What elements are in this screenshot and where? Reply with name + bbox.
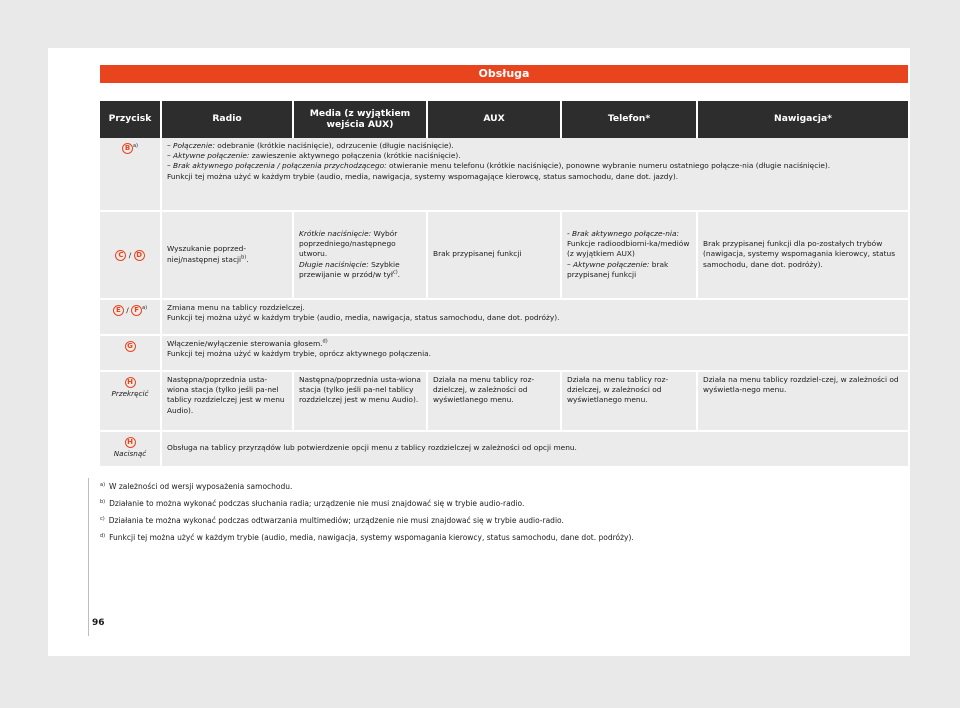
footnote — [100, 478, 908, 495]
description-cell — [162, 300, 908, 336]
label-italic: Krótkie naciśnięcie: — [299, 228, 372, 238]
table-row — [100, 300, 908, 336]
text: Funkcji tej można użyć w każdym trybie (audio, media, nawigacja, status samochodu, dane dot. podróży). — [167, 313, 560, 323]
key-c-icon: C — [115, 250, 126, 261]
action-label: Nacisnąć — [113, 449, 147, 458]
footnote-ref: d) — [322, 338, 328, 345]
description-cell — [162, 138, 908, 212]
text: Zmiana menu na tablicy rozdzielczej. — [167, 303, 305, 312]
table-row — [100, 372, 908, 432]
text: Funkcji tej można użyć w każdym trybie, oprócz aktywnego połączenia. — [167, 349, 432, 359]
button-cell-h-rotate — [100, 372, 162, 432]
footnote-ref: c) — [392, 269, 398, 276]
label-italic: Długie naciśnięcie: — [299, 259, 369, 269]
footnote-ref: b) — [241, 254, 247, 261]
text: otwieranie menu telefonu (krótkie naciśnięcie), ponowne wybranie numeru ostatniego połącze-nia (długie naciśnięcie). — [386, 161, 831, 171]
text: Włączenie/wyłączenie sterowania głosem. — [167, 339, 323, 348]
aux-cell: Brak przypisanej funkcji — [428, 212, 562, 300]
controls-table — [100, 101, 908, 468]
text: Funkcji tej można użyć w każdym trybie (audio, media, nawigacja, systemy wspomagające kierowcę, status samochodu, dane dot. jazdy). — [167, 171, 679, 181]
table-row — [100, 212, 908, 300]
header-przycisk: Przycisk — [100, 101, 162, 138]
footnote-text: Działania te można wykonać podczas odtwarzania multimediów; urządzenie nie musi znajdować się w trybie audio-radio. — [108, 516, 564, 525]
header-media: Media (z wyjątkiem wejścia AUX) — [294, 101, 428, 138]
text: odebranie (krótkie naciśnięcie), odrzucenie (długie naciśnięcie). — [214, 141, 454, 150]
table-row — [100, 138, 908, 212]
table-header-row — [100, 101, 908, 138]
media-cell: Następna/poprzednia usta-wiona stacja (tylko jeśli pa-nel tablicy rozdzielczej jest w menu Audio). — [294, 372, 428, 432]
footnote-text: W zależności od wersji wyposażenia samochodu. — [109, 482, 293, 491]
key-g-icon: G — [125, 341, 136, 352]
header-radio: Radio — [162, 101, 294, 138]
action-label: Przekręcić — [111, 389, 149, 398]
footnote-mark: a) — [100, 481, 106, 488]
slash: / — [128, 250, 132, 260]
key-f-icon: F — [131, 305, 142, 316]
label-italic: - Brak aktywnego połącze-nia: — [567, 228, 679, 238]
text: Funkcje radioodbiorni-ka/mediów (z wyjątkiem AUX) — [567, 239, 690, 259]
button-cell-ef — [100, 300, 162, 336]
description-cell: Obsługa na tablicy przyrządów lub potwierdzenie opcji menu z tablicy rozdzielczej w zależności od opcji menu. — [162, 432, 908, 468]
text: Szybkie przewijanie w przód/w tył — [299, 259, 400, 279]
footnote-ref: a) — [132, 143, 138, 150]
footnotes — [100, 478, 908, 546]
header-nawigacja: Nawigacja* — [698, 101, 908, 138]
section-title: Obsługa — [100, 65, 908, 83]
label-italic: – Połączenie: — [167, 141, 215, 150]
key-h-icon: H — [125, 437, 136, 448]
button-cell-cd — [100, 212, 162, 300]
label-italic: – Aktywne połączenie: — [167, 151, 250, 161]
footnote-text: Działanie to można wykonać podczas słuchania radia; urządzenie nie musi znajdować się w trybie audio-radio. — [109, 499, 525, 508]
key-b-icon: B — [122, 143, 133, 154]
telefon-cell — [562, 212, 698, 300]
button-cell-h-press — [100, 432, 162, 468]
button-cell-b — [100, 138, 162, 212]
footnote — [100, 529, 908, 546]
key-e-icon: E — [113, 305, 124, 316]
table-row — [100, 432, 908, 468]
button-cell-g — [100, 336, 162, 372]
text: Wybór poprzedniego/następnego utworu. — [299, 228, 398, 259]
label-italic: – Aktywne połączenie: — [567, 259, 650, 269]
radio-cell: Następna/poprzednia usta-wiona stacja (tylko jeśli pa-nel tablicy rozdzielczej jest w menu Audio). — [162, 372, 294, 432]
footnote-mark: b) — [100, 498, 106, 505]
footnote-text: Funkcji tej można użyć w każdym trybie (audio, media, nawigacja, systemy wspomagania kierowcy, status samochodu, dane dot. podróży). — [109, 533, 634, 542]
text: Wyszukanie poprzed-niej/następnej stacji — [167, 244, 247, 264]
header-telefon: Telefon* — [562, 101, 698, 138]
key-h-icon: H — [125, 377, 136, 388]
label-italic: – Brak aktywnego połączenia / połączenia przychodzącego: — [167, 161, 387, 171]
header-aux: AUX — [428, 101, 562, 138]
text: brak przypisanej funkcji — [567, 259, 669, 279]
nawigacja-cell: Działa na menu tablicy rozdziel-czej, w zależności od wyświetla-nego menu. — [698, 372, 908, 432]
slash: / — [126, 305, 129, 315]
footnote — [100, 495, 908, 512]
description-cell — [162, 336, 908, 372]
table-row — [100, 336, 908, 372]
key-d-icon: D — [134, 250, 145, 261]
aux-cell: Działa na menu tablicy roz-dzielczej, w zależności od wyświetlanego menu. — [428, 372, 562, 432]
footnote-mark: d) — [100, 532, 106, 539]
radio-cell: Wyszukanie poprzed-niej/następnej stacji$^{b)}$. — [162, 212, 294, 300]
text: zawieszenie aktywnego połączenia (krótkie naciśnięcie). — [249, 151, 461, 161]
footnote-mark: c) — [100, 515, 105, 522]
text: . — [397, 269, 401, 279]
manual-page — [48, 48, 910, 656]
footnote-ref: a) — [142, 305, 148, 312]
page-number: 96 — [92, 618, 105, 628]
divider — [88, 478, 89, 636]
media-cell — [294, 212, 428, 300]
nawigacja-cell: Brak przypisanej funkcji dla po-zostałych trybów (nawigacja, systemy wspomagania kierowcy, status samochodu, dane dot. podróży). — [698, 212, 908, 300]
telefon-cell: Działa na menu tablicy roz-dzielczej, w zależności od wyświetlanego menu. — [562, 372, 698, 432]
footnote — [100, 512, 908, 529]
